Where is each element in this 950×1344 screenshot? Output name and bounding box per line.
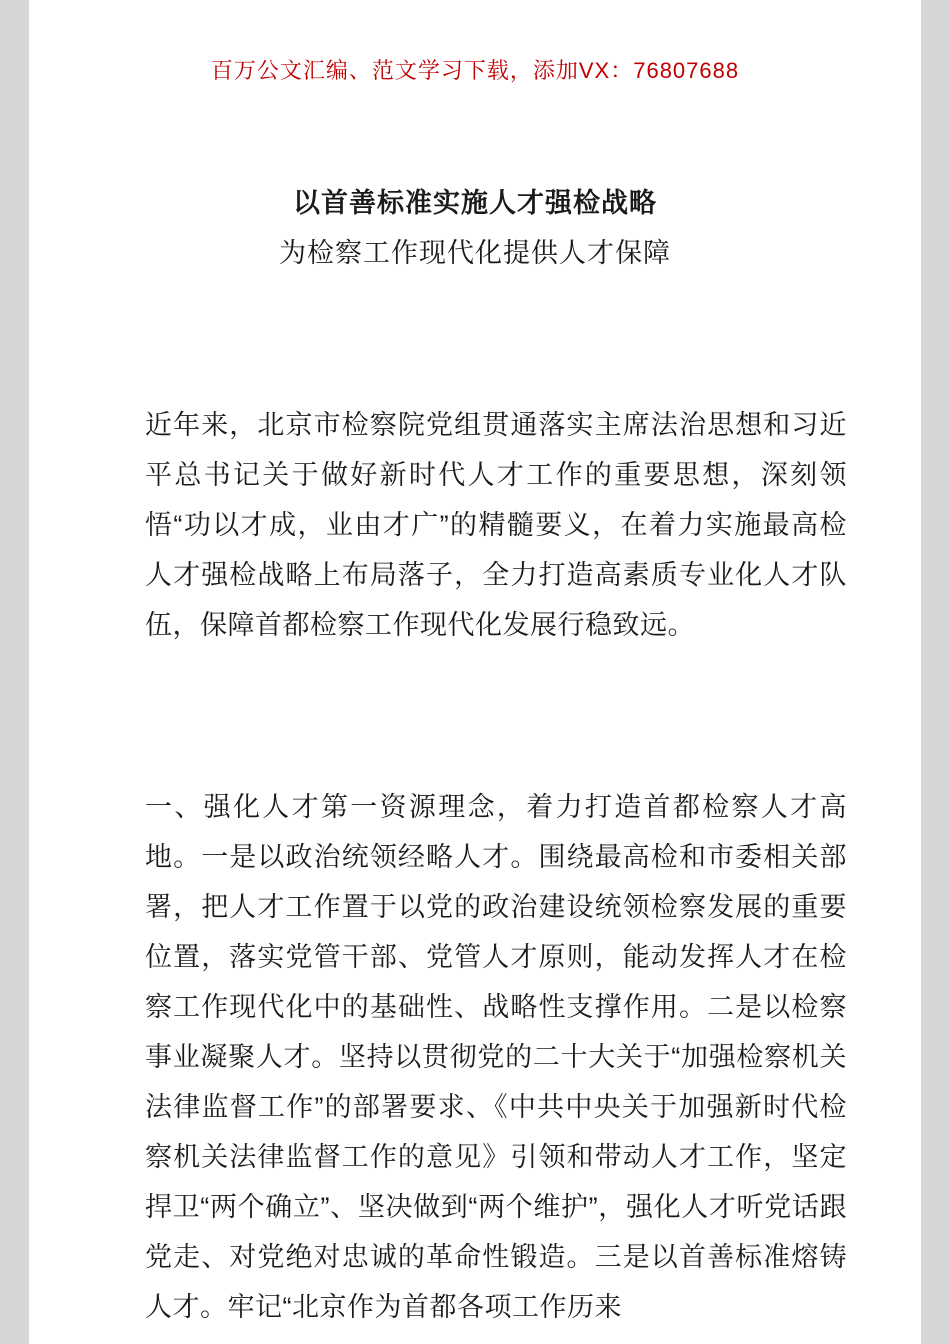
document-title-line-1: 以首善标准实施人才强检战略 <box>293 188 657 218</box>
document-page <box>29 0 921 1344</box>
paragraph-section-one: 一、强化人才第一资源理念，着力打造首都检察人才高地。一是以政治统领经略人才。围绕最高检和市委相关部署，把人才工作置于以党的政治建设统领检察发展的重要位置，落实党管干部、党管人才原则，能动发挥人才在检察工作现代化中的基础性、战略性支撑作用。二是以检察事业凝聚人才。坚持以贯彻党的二十大关于“加强检察机关法律监督工作”的部署要求、《中共中央关于加强新时代检察机关法律监督工作的意见》引领和带动人才工作，坚定捍卫“两个确立”、坚决做到“两个维护”，强化人才听党话跟党走、对党绝对忠诚的革命性锻造。三是以首善标准熔铸人才。牢记“北京作为首都各项工作历来 <box>145 792 847 1322</box>
paragraph-intro: 近年来，北京市检察院党组贯通落实主席法治思想和习近平总书记关于做好新时代人才工作的重要思想，深刻领悟“功以才成，业由才广”的精髓要义，在着力实施最高检人才强检战略上布局落子，全力打造高素质专业化人才队伍，保障首都检察工作现代化发展行稳致远。 <box>145 410 847 640</box>
promo-notice: 百万公文汇编、范文学习下载，添加VX：76807688 <box>210 58 740 83</box>
document-title-line-2: 为检察工作现代化提供人才保障 <box>279 238 671 268</box>
